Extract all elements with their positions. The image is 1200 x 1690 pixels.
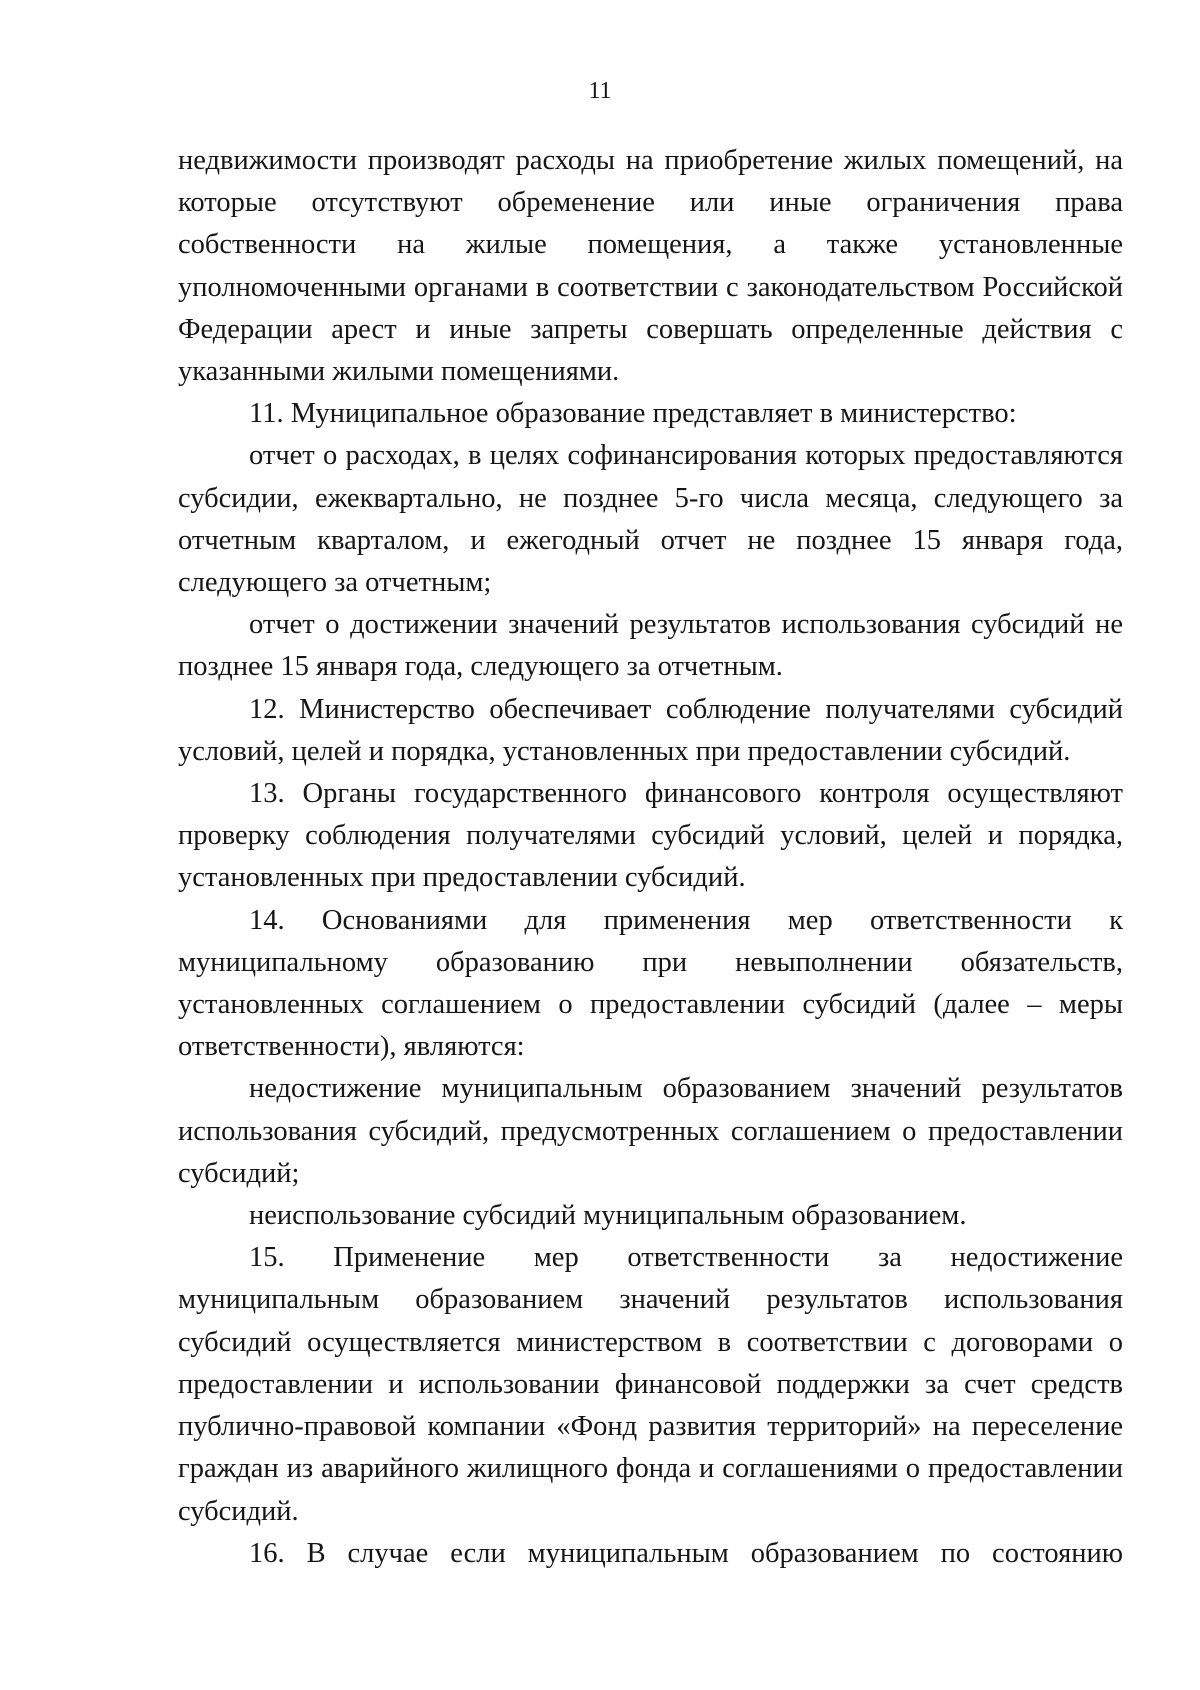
paragraph: 13. Органы государственного финансового контроля осуществляют проверку соблюдения получателями субсидий условий, целей и порядка, установленных при предоставлении субсидий. — [178, 778, 1123, 894]
paragraph: 14. Основаниями для применения мер ответственности к муниципальному образованию при невыполнении обязательств, установленных соглашением о предоставлении субсидий (далее – меры ответственности), являются: — [178, 904, 1123, 1063]
paragraph: 16. В случае если муниципальным образованием по состоянию — [249, 1537, 1123, 1569]
paragraph: отчет о достижении значений результатов использования субсидий не позднее 15 января года, следующего за отчетным. — [178, 609, 1123, 683]
paragraph: 15. Применение мер ответственности за недостижение муниципальным образованием значений результатов использования субсидий осуществляется министерством в соответствии с договорами о предоставлении и использовании финансовой поддержки за счет средств публично-правовой компании «Фонд развития территорий» на переселение граждан из аварийного жилищного фонда и соглашениями о предоставлении субсидий. — [178, 1242, 1123, 1527]
paragraph: недвижимости производят расходы на приобретение жилых помещений, на которые отсутствуют обременение или иные ограничения права собственности на жилые помещения, а также установленные уполномоченными органами в соответствии с законодательством Российской Федерации арест и иные запреты совершать определенные действия с указанными жилыми помещениями. — [178, 145, 1123, 388]
paragraph: отчет о расходах, в целях софинансирования которых предоставляются субсидии, ежеквартально, не позднее 5-го числа месяца, следующего за отчетным кварталом, и ежегодный отчет не позднее 15 января года, следующего за отчетным; — [178, 440, 1123, 599]
paragraph: 11. Муниципальное образование представляет в министерство: — [249, 398, 1017, 430]
paragraph: недостижение муниципальным образованием значений результатов использования субсидий, предусмотренных соглашением о предоставлении субсидий; — [178, 1073, 1123, 1189]
page-number: 11 — [588, 78, 612, 104]
paragraph: неиспользование субсидий муниципальным образованием. — [249, 1200, 967, 1232]
paragraph: 12. Министерство обеспечивает соблюдение получателями субсидий условий, целей и порядка, установленных при предоставлении субсидий. — [178, 693, 1123, 767]
document-body — [178, 140, 1123, 1575]
